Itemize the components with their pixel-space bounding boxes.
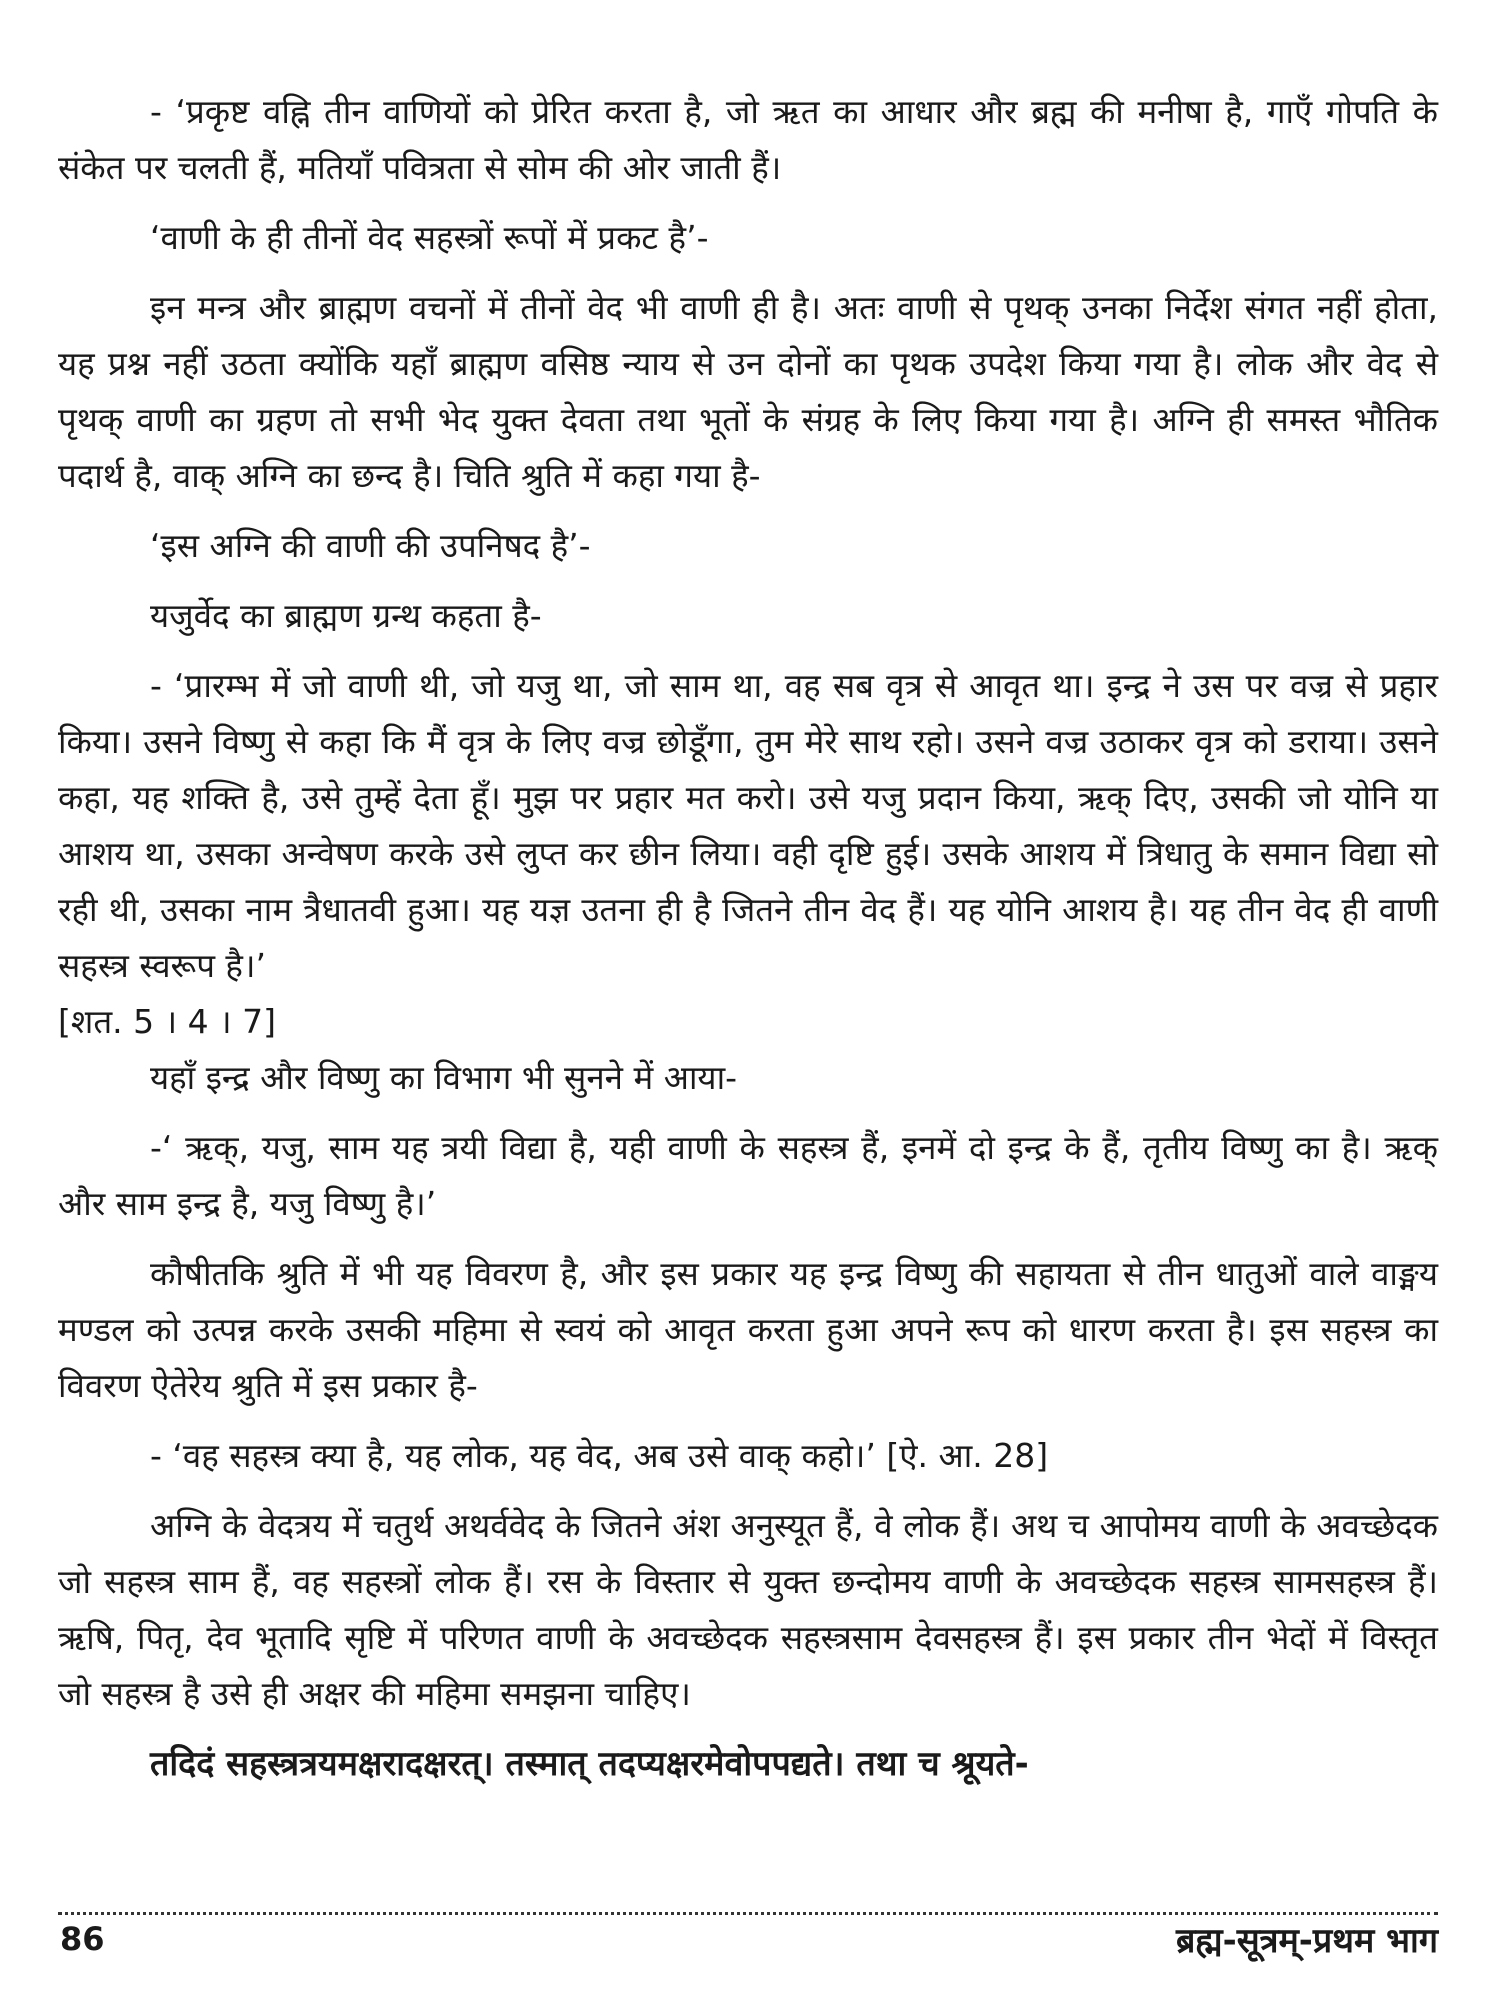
page-number: 86 <box>60 1920 105 1958</box>
body-paragraph: -‘ ऋक्, यजु, साम यह त्रयी विद्या है, यही वाणी के सहस्त्र हैं, इनमें दो इन्द्र के हैं, तृतीय विष्णु का है। ऋक् और साम इन्द्र है, यजु विष्णु है।’ <box>58 1128 1438 1223</box>
body-paragraph: ‘इस अग्नि की वाणी की उपनिषद है’- <box>150 526 591 565</box>
body-paragraph: इन मन्त्र और ब्राह्मण वचनों में तीनों वेद भी वाणी ही है। अतः वाणी से पृथक् उनका निर्देश संगत नहीं होता, यह प्रश्न नहीं उठता क्योंकि यहाँ ब्राह्मण वसिष्ठ न्याय से उन दोनों का पृथक उपदेश किया गया है। लोक और वेद से पृथक् वाणी का ग्रहण तो सभी भेद युक्त देवता तथा भूतों के संग्रह के लिए किया गया है। अग्नि ही समस्त भौतिक पदार्थ है, वाक् अग्नि का छन्द है। चिति श्रुति में कहा गया है- <box>58 288 1438 495</box>
citation-reference: [शत. 5 । 4 । 7] <box>58 1002 276 1041</box>
body-paragraph: यहाँ इन्द्र और विष्णु का विभाग भी सुनने में आया- <box>150 1058 738 1097</box>
footer-dotted-rule <box>58 1912 1438 1915</box>
body-paragraph: - ‘प्रकृष्ट वह्नि तीन वाणियों को प्रेरित करता है, जो ऋत का आधार और ब्रह्म की मनीषा है, गाएँ गोपति के संकेत पर चलती हैं, मतियाँ पवित्रता से सोम की ओर जाती हैं। <box>58 92 1438 187</box>
body-paragraph: अग्नि के वेदत्रय में चतुर्थ अथर्ववेद के जितने अंश अनुस्यूत हैं, वे लोक हैं। अथ च आपोमय वाणी के अवच्छेदक जो सहस्त्र साम हैं, वह सहस्त्रों लोक हैं। रस के विस्तार से युक्त छन्दोमय वाणी के अवच्छेदक सहस्त्र सामसहस्त्र हैं। ऋषि, पितृ, देव भूतादि सृष्टि में परिणत वाणी के अवच्छेदक सहस्त्रसाम देवसहस्त्र हैं। इस प्रकार तीन भेदों में विस्तृत जो सहस्त्र है उसे ही अक्षर की महिमा समझना चाहिए। <box>58 1506 1438 1713</box>
running-title: ब्रह्म-सूत्रम्-प्रथम भाग <box>1175 1921 1438 1961</box>
body-paragraph: - ‘वह सहस्त्र क्या है, यह लोक, यह वेद, अब उसे वाक् कहो।’ [ऐ. आ. 28] <box>150 1436 1049 1475</box>
body-paragraph: कौषीतकि श्रुति में भी यह विवरण है, और इस प्रकार यह इन्द्र विष्णु की सहायता से तीन धातुओं वाले वाङ्मय मण्डल को उत्पन्न करके उसकी महिमा से स्वयं को आवृत करता हुआ अपने रूप को धारण करता है। इस सहस्त्र का विवरण ऐतेरेय श्रुति में इस प्रकार है- <box>58 1254 1438 1405</box>
sanskrit-verse-line: तदिदं सहस्त्रत्रयमक्षरादक्षरत्। तस्मात् तदप्यक्षरमेवोपपद्यते। तथा च श्रूयते- <box>150 1744 1029 1784</box>
body-paragraph: यजुर्वेद का ब्राह्मण ग्रन्थ कहता है- <box>150 596 542 635</box>
body-paragraph: ‘वाणी के ही तीनों वेद सहस्त्रों रूपों में प्रकट है’- <box>150 218 709 257</box>
page-body <box>58 84 1438 1792</box>
body-paragraph: - ‘प्रारम्भ में जो वाणी थी, जो यजु था, जो साम था, वह सब वृत्र से आवृत था। इन्द्र ने उस पर वज्र से प्रहार किया। उसने विष्णु से कहा कि मैं वृत्र के लिए वज्र छोडूँगा, तुम मेरे साथ रहो। उसने वज्र उठाकर वृत्र को डराया। उसने कहा, यह शक्ति है, उसे तुम्हें देता हूँ। मुझ पर प्रहार मत करो। उसे यजु प्रदान किया, ऋक् दिए, उसकी जो योनि या आशय था, उसका अन्वेषण करके उसे लुप्त कर छीन लिया। वही दृष्टि हुई। उसके आशय में त्रिधातु के समान विद्या सो रही थी, उसका नाम त्रैधातवी हुआ। यह यज्ञ उतना ही है जितने तीन वेद हैं। यह योनि आशय है। यह तीन वेद ही वाणी सहस्त्र स्वरूप है।’ <box>58 666 1438 985</box>
